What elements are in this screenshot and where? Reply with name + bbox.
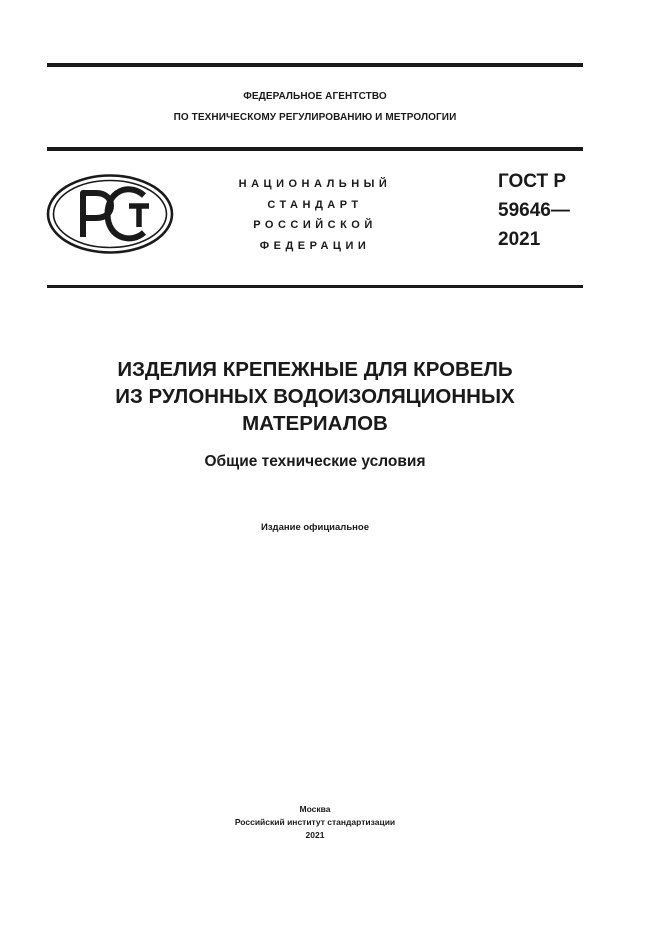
document-subtitle: Общие технические условия — [204, 453, 426, 470]
imprint-publisher: Российский институт стандартизации — [234, 817, 396, 827]
edition-label: Издание официальное — [261, 522, 369, 533]
agency-name-line-2: ПО ТЕХНИЧЕСКОМУ РЕГУЛИРОВАНИЮ И МЕТРОЛОГИИ — [173, 112, 457, 123]
imprint-city: Москва — [299, 804, 331, 814]
designation-line: ГОСТ Р — [498, 171, 567, 192]
standard-type-line: РОССИЙСКОЙ — [253, 219, 377, 231]
standard-type-block — [215, 174, 415, 256]
designation-line: 2021 — [498, 229, 541, 250]
header-rule — [47, 147, 583, 151]
title-line: ИЗДЕЛИЯ КРЕПЕЖНЫЕ ДЛЯ КРОВЕЛЬ — [117, 358, 513, 381]
title-line: ИЗ РУЛОННЫХ ВОДОИЗОЛЯЦИОННЫХ — [115, 385, 515, 408]
standard-type-line: ФЕДЕРАЦИИ — [259, 239, 371, 252]
publisher-imprint — [47, 803, 583, 842]
standard-type-line: НАЦИОНАЛЬНЫЙ — [238, 178, 392, 190]
designation-line: 59646— — [498, 200, 570, 221]
top-rule — [47, 63, 583, 67]
gost-r-certification-mark-icon — [46, 174, 174, 254]
standard-designation — [498, 167, 570, 254]
agency-name-line-1: ФЕДЕРАЛЬНОЕ АГЕНТСТВО — [243, 91, 387, 102]
imprint-year: 2021 — [305, 830, 325, 840]
standard-type-line: СТАНДАРТ — [267, 198, 363, 211]
section-rule — [47, 285, 583, 288]
document-title — [47, 356, 583, 437]
title-line: МАТЕРИАЛОВ — [242, 412, 388, 435]
